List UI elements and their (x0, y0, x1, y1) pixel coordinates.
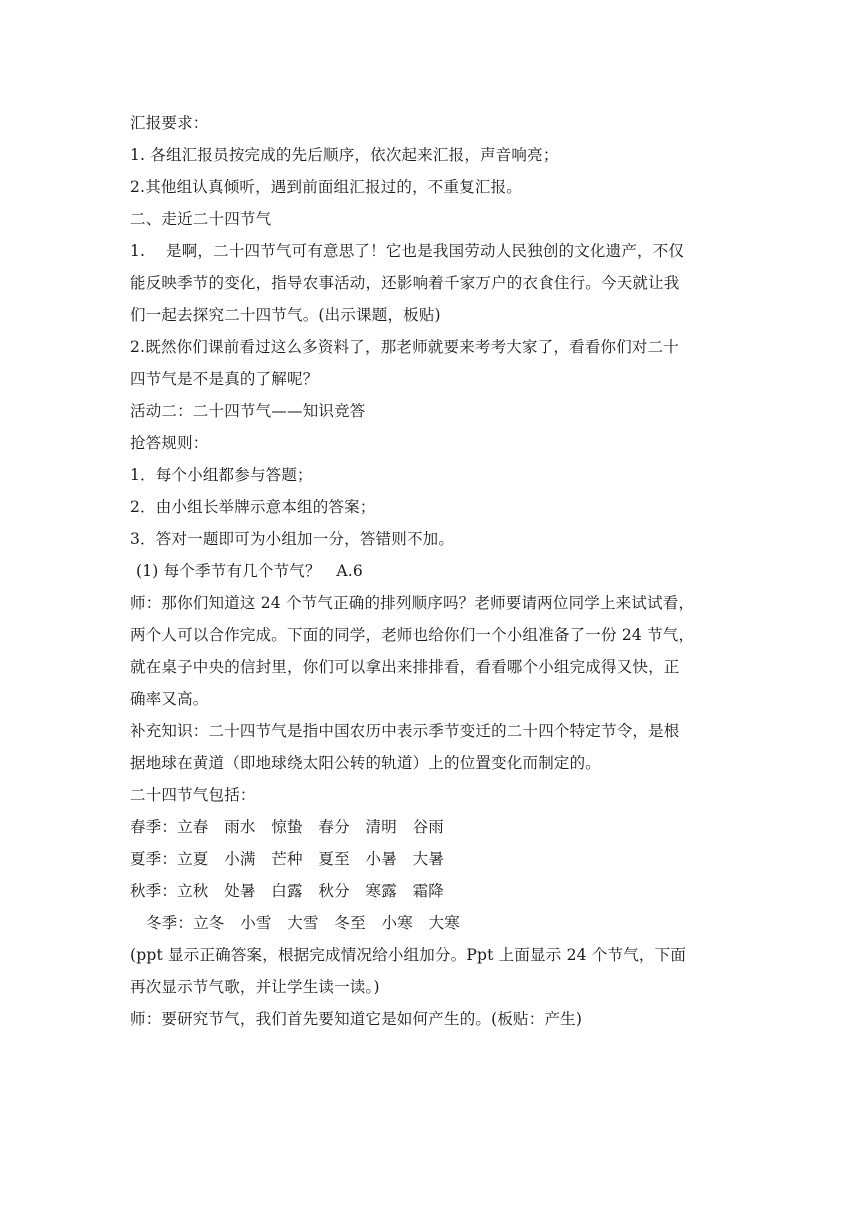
text-line: 两个人可以合作完成。下面的同学，老师也给你们一个小组准备了一份 24 节气， (130, 626, 695, 644)
document-page (130, 107, 730, 1035)
text-line: 1. 各组汇报员按完成的先后顺序，依次起来汇报，声音响亮； (130, 146, 559, 164)
text-line: 补充知识：二十四节气是指中国农历中表示季节变迁的二十四个特定节令，是根 (130, 722, 680, 740)
text-line: (ppt 显示正确答案，根据完成情况给小组加分。Ppt 上面显示 24 个节气，下面 (130, 946, 687, 964)
text-line: 2.其他组认真倾听，遇到前面组汇报过的，不重复汇报。 (130, 178, 522, 196)
section-heading: 二、走近二十四节气 (130, 210, 272, 228)
question-item: (1) 每个季节有几个节气？ A.6 (136, 562, 363, 580)
text-line: 师：要研究节气，我们首先要知道它是如何产生的。(板贴：产生) (130, 1010, 583, 1028)
season-autumn: 秋季：立秋 处暑 白露 秋分 寒露 霜降 (130, 882, 445, 900)
text-line: 二十四节气包括： (130, 786, 256, 804)
season-spring: 春季：立春 雨水 惊蛰 春分 清明 谷雨 (130, 818, 445, 836)
text-line: 2.既然你们课前看过这么多资料了，那老师就要来考考大家了，看看你们对二十 (130, 338, 679, 356)
text-line: 们一起去探究二十四节气。(出示课题，板贴) (130, 306, 441, 324)
text-line: 能反映季节的变化，指导农事活动，还影响着千家万户的衣食住行。今天就让我 (130, 274, 680, 292)
season-winter: 冬季：立冬 小雪 大雪 冬至 小寒 大寒 (146, 914, 461, 932)
text-line: 汇报要求： (130, 114, 209, 132)
rule-item: 2．由小组长举牌示意本组的答案； (130, 498, 376, 516)
text-line: 抢答规则： (130, 434, 209, 452)
season-summer: 夏季：立夏 小满 芒种 夏至 小暑 大暑 (130, 850, 445, 868)
text-line: 据地球在黄道（即地球绕太阳公转的轨道）上的位置变化而制定的。 (130, 754, 602, 772)
rule-item: 1．每个小组都参与答题； (130, 466, 313, 484)
text-line: 师：那你们知道这 24 个节气正确的排列顺序吗？老师要请两位同学上来试试看， (130, 594, 695, 612)
rule-item: 3．答对一题即可为小组加一分，答错则不加。 (130, 530, 455, 548)
text-line: 1. 是啊，二十四节气可有意思了！它也是我国劳动人民独创的文化遗产，不仅 (130, 242, 685, 260)
text-line: 确率又高。 (130, 690, 209, 708)
text-line: 就在桌子中央的信封里，你们可以拿出来排排看，看看哪个小组完成得又快，正 (130, 658, 680, 676)
text-line: 四节气是不是真的了解呢？ (130, 370, 319, 388)
text-line: 再次显示节气歌，并让学生读一读。) (130, 978, 380, 996)
activity-heading: 活动二：二十四节气——知识竞答 (130, 402, 366, 420)
